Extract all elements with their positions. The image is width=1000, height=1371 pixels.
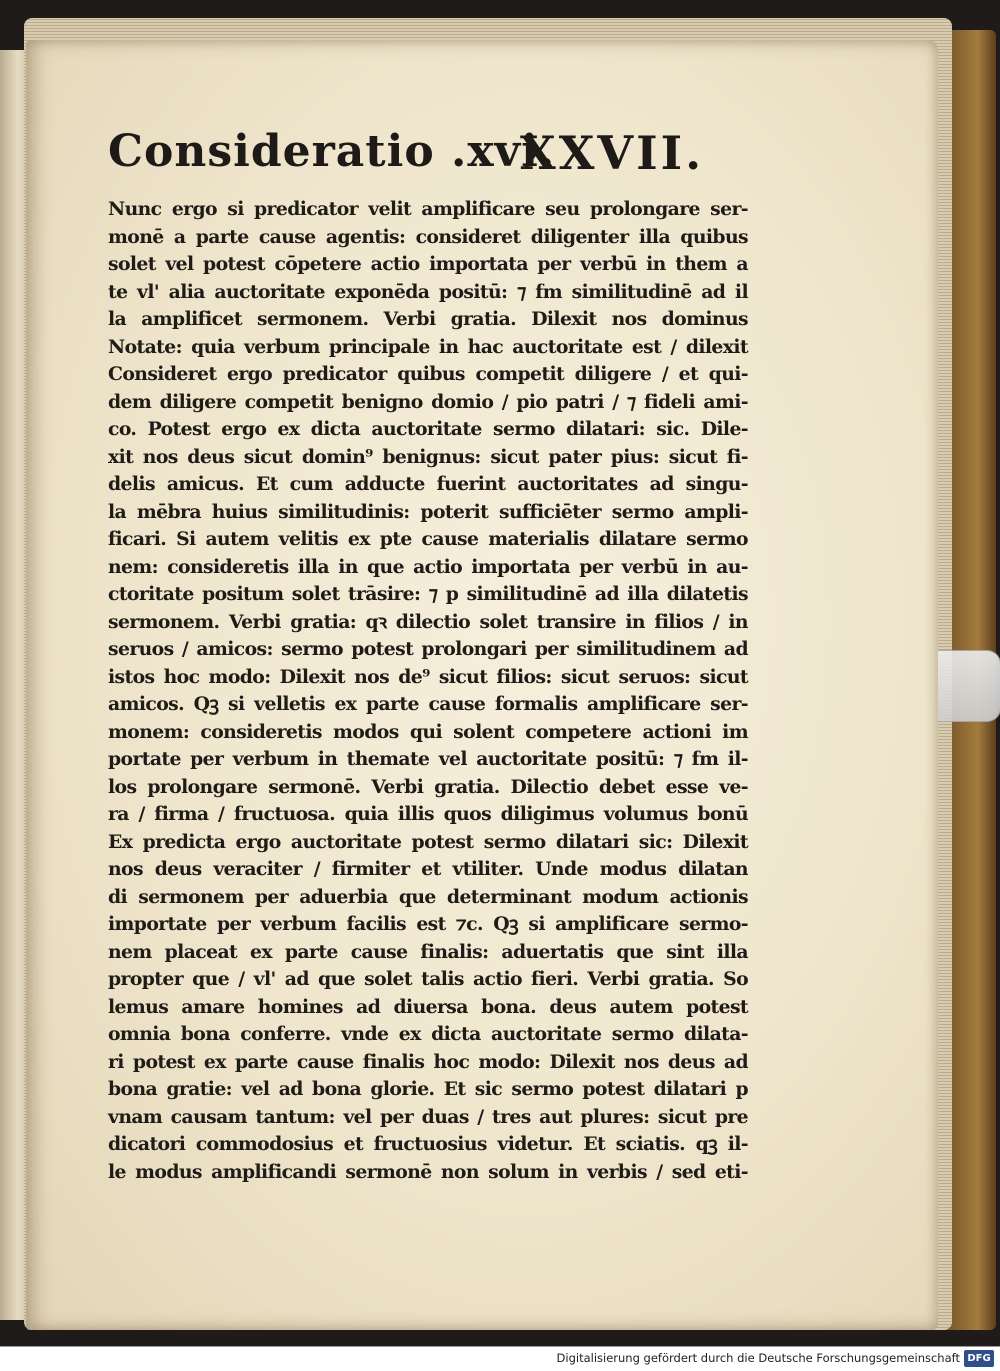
text-line: Ex predicta ergo auctoritate potest sermo dilatari sic: Dilexit xyxy=(108,830,748,853)
text-line: ra / firma / fructuosa. quia illis quos diligimus volumus bonū xyxy=(108,803,748,825)
text-line: dicatori commodosius et fructuosius videtur. Et sciatis. qꝫ il- xyxy=(108,1133,748,1155)
text-line: nem: consideretis illa in que actio importata per verbū in au- xyxy=(108,555,748,578)
text-line: sermonem. Verbi gratia: qꝛ dilectio solet transire in filios / in xyxy=(108,610,748,633)
text-line: seruos / amicos: sermo potest prolongari per similitudinem ad xyxy=(108,638,748,660)
text-line: Consideret ergo predicator quibus competit diligere / et qui- xyxy=(108,363,748,385)
text-line: nem placeat ex parte cause finalis: aduertatis que sint illa xyxy=(108,940,748,963)
text-line: le modus amplificandi sermonē non solum in verbis / sed eti- xyxy=(108,1160,748,1183)
text-line: amicos. Qꝫ si velletis ex parte cause formalis amplificare ser- xyxy=(108,693,748,715)
footer-credit: Digitalisierung gefördert durch die Deutsche Forschungsgemeinschaft xyxy=(556,1351,960,1365)
text-line: vnam causam tantum: vel per duas / tres aut plures: sicut pre xyxy=(108,1105,748,1128)
text-line: la amplificet sermonem. Verbi gratia. Dilexit nos dominus xyxy=(108,308,748,330)
text-line: delis amicus. Et cum adducte fuerint auctoritates ad singu- xyxy=(108,473,748,495)
text-line: istos hoc modo: Dilexit nos de⁹ sicut filios: sicut seruos: sicut xyxy=(108,665,748,688)
text-line: omnia bona conferre. vnde ex dicta auctoritate sermo dilata- xyxy=(108,1023,748,1045)
page-clip-tab xyxy=(938,650,1000,722)
text-line: dem diligere competit benigno domio / pio patri / ⁊ fideli ami- xyxy=(108,390,748,413)
text-line: los prolongare sermonē. Verbi gratia. Dilectio debet esse ve- xyxy=(108,775,748,798)
page-heading: Consideratio .xvi. xyxy=(108,126,556,177)
text-line: bona gratie: vel ad bona glorie. Et sic sermo potest dilatari p xyxy=(108,1078,748,1100)
text-line: Notate: quia verbum principale in hac auctoritate est / dilexit xyxy=(108,335,748,358)
text-line: monem: consideretis modos qui solent competere actioni im xyxy=(108,720,748,743)
dfg-logo: DFG xyxy=(964,1350,994,1367)
text-line: importate per verbum facilis est ⁊c. Qꝫ si amplificare sermo- xyxy=(108,913,748,935)
folio-number: XXVII. xyxy=(520,126,705,180)
text-line: solet vel potest cōpetere actio importata per verbū in them a xyxy=(108,253,748,275)
text-line: la mēbra huius similitudinis: poterit sufficiēter sermo ampli- xyxy=(108,500,748,523)
text-line: portate per verbum in themate vel auctoritate positū: ⁊ fm il- xyxy=(108,748,748,770)
text-line: lemus amare homines ad diuersa bona. deus autem potest xyxy=(108,995,748,1018)
text-line: te vl' alia auctoritate exponēda positū: ⁊ fm similitudinē ad il xyxy=(108,280,748,303)
text-line: di sermonem per aduerbia que determinant modum actionis xyxy=(108,885,748,908)
footer-bar xyxy=(0,1346,1000,1371)
text-line: ficari. Si autem velitis ex pte cause materialis dilatare sermo xyxy=(108,528,748,550)
body-text xyxy=(108,196,748,1186)
text-line: xit nos deus sicut domin⁹ benignus: sicut pater pius: sicut fi- xyxy=(108,445,748,468)
text-line: nos deus veraciter / firmiter et vtiliter. Unde modus dilatan xyxy=(108,858,748,880)
text-line: monē a parte cause agentis: consideret diligenter illa quibus xyxy=(108,225,748,248)
text-line: ri potest ex parte cause finalis hoc modo: Dilexit nos deus ad xyxy=(108,1050,748,1073)
text-line: co. Potest ergo ex dicta auctoritate sermo dilatari: sic. Dile- xyxy=(108,418,748,440)
text-line: ctoritate positum solet trāsire: ⁊ p similitudinē ad illa dilatetis xyxy=(108,583,748,605)
text-line: Nunc ergo si predicator velit amplificare seu prolongare ser- xyxy=(108,198,748,220)
text-line: propter que / vl' ad que solet talis actio fieri. Verbi gratia. So xyxy=(108,968,748,990)
